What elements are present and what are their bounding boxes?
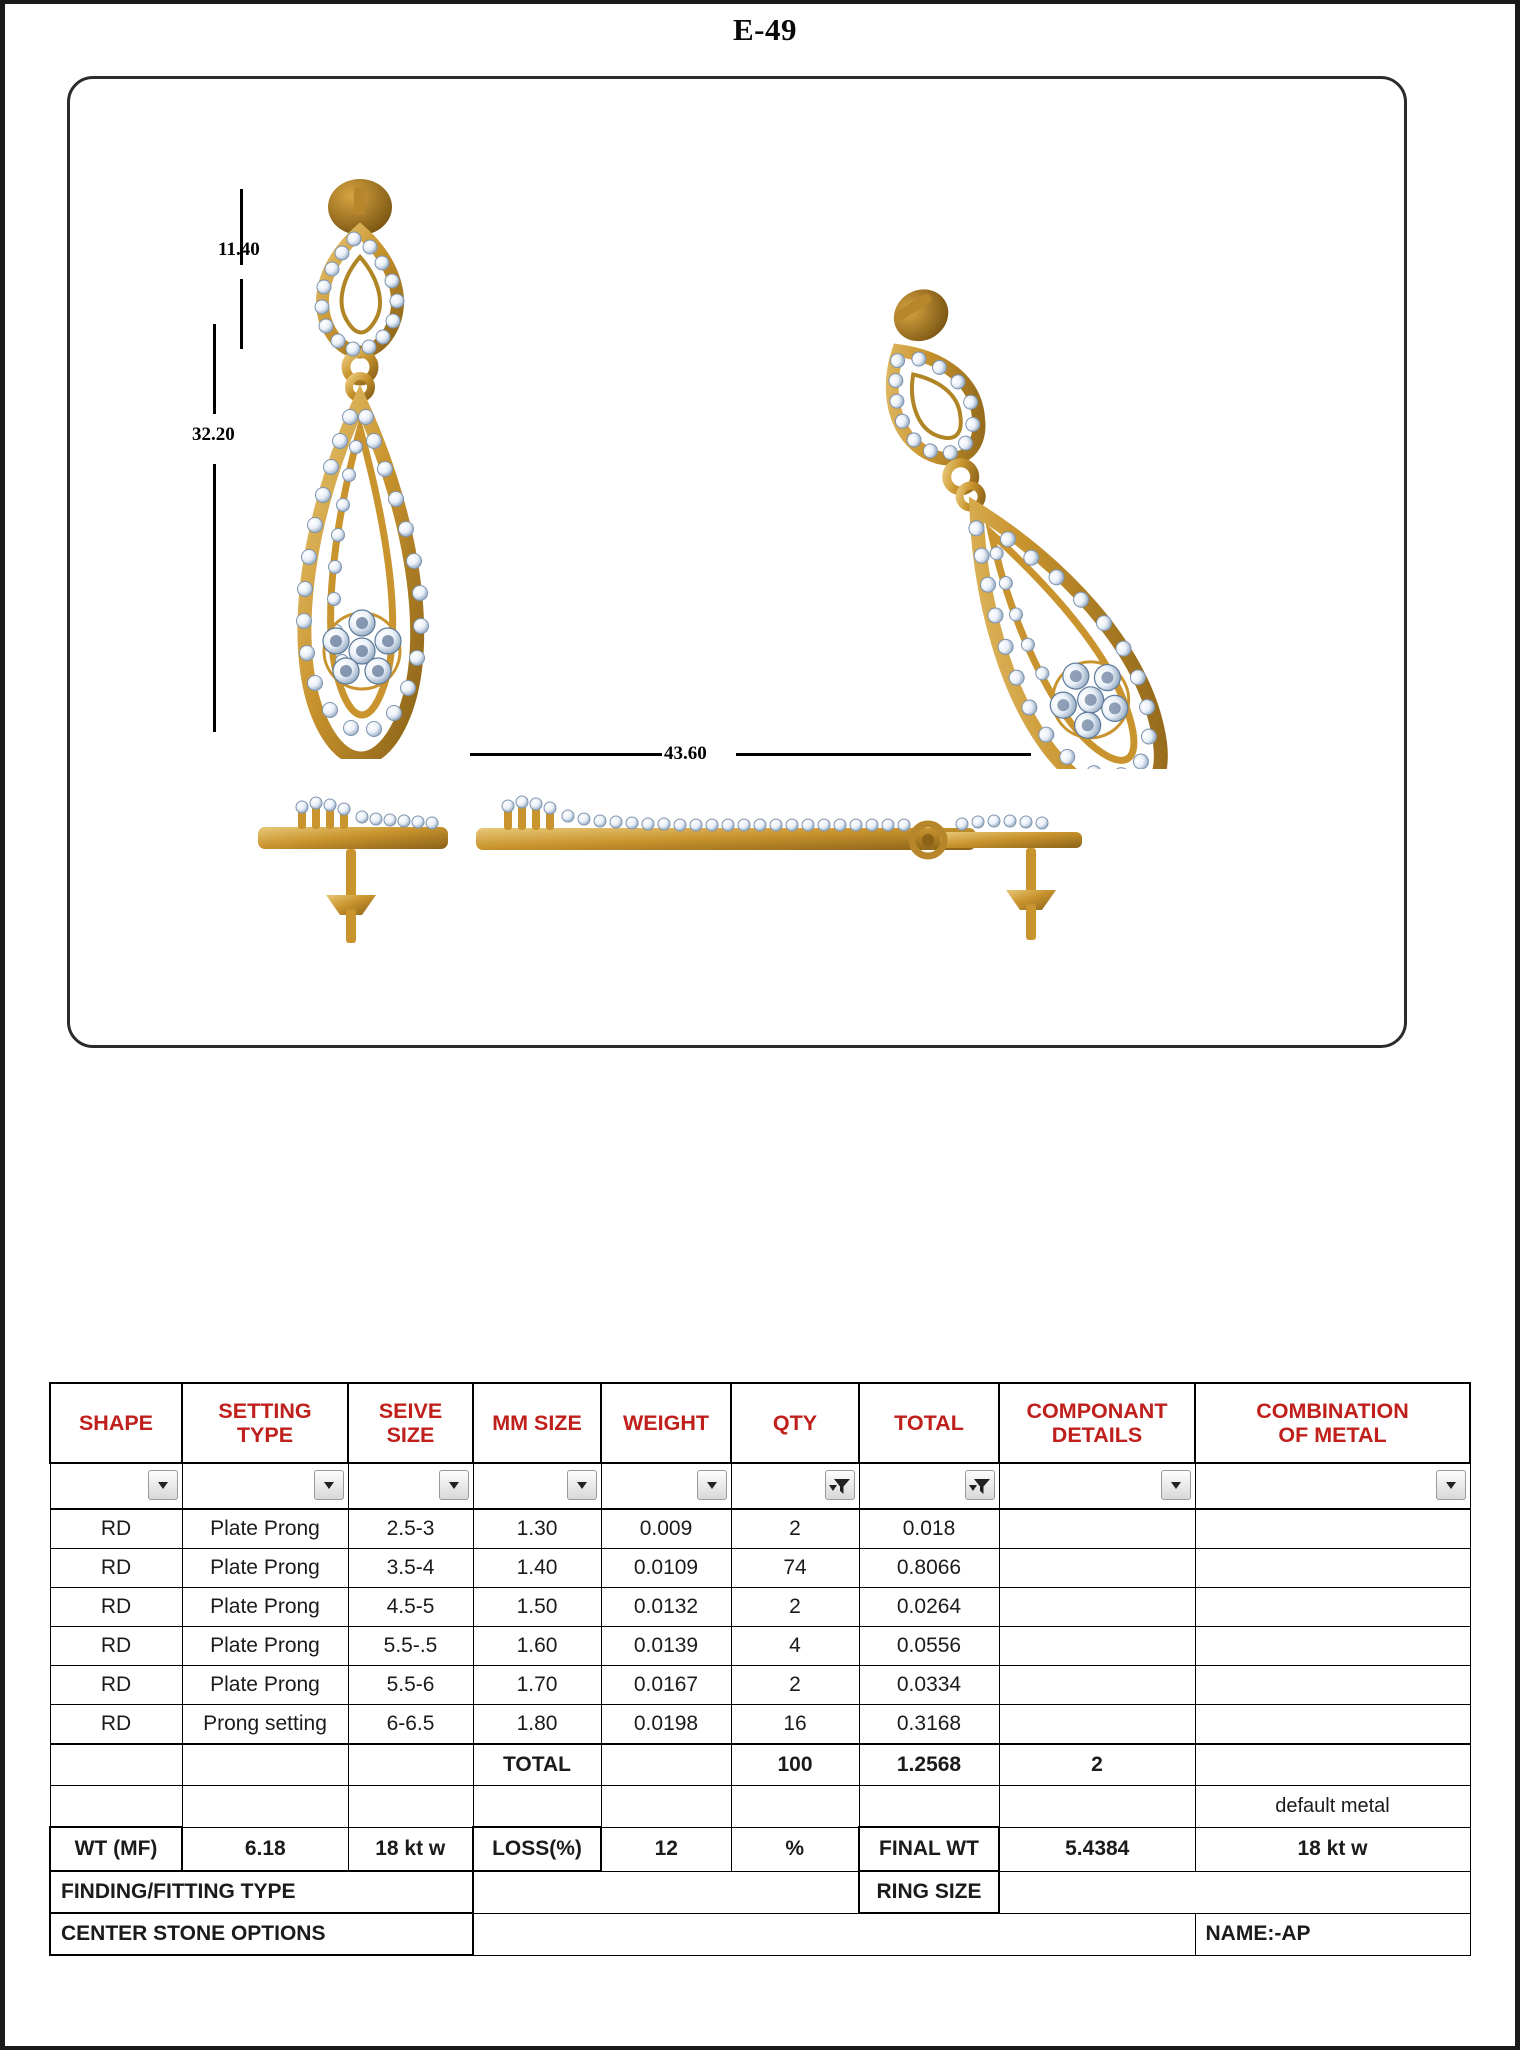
filter-funnel-icon[interactable] <box>965 1470 995 1500</box>
dim-line-32-20-lower <box>213 464 216 732</box>
filter-cell-qty[interactable] <box>731 1463 859 1509</box>
cell-mm-size: 1.40 <box>473 1549 601 1588</box>
cell-total: 0.018 <box>859 1509 999 1549</box>
cell-combination-of-metal <box>1195 1627 1470 1666</box>
cell-setting-type: Plate Prong <box>182 1588 348 1627</box>
table-row <box>50 1666 1470 1705</box>
cell-combination-of-metal <box>1195 1549 1470 1588</box>
loss-percent-value: 12 <box>601 1827 731 1871</box>
filter-cell-total[interactable] <box>859 1463 999 1509</box>
cell-shape: RD <box>50 1705 182 1745</box>
col-header-weight <box>601 1383 731 1463</box>
cell-combination-of-metal <box>1195 1666 1470 1705</box>
filter-cell-componant-details[interactable] <box>999 1463 1195 1509</box>
cell-componant-details <box>999 1666 1195 1705</box>
cell-setting-type: Plate Prong <box>182 1509 348 1549</box>
col-header-componant-details <box>999 1383 1195 1463</box>
cell-componant-details <box>999 1588 1195 1627</box>
cell-qty: 16 <box>731 1705 859 1745</box>
filter-cell-shape[interactable] <box>50 1463 182 1509</box>
cell-seive-size: 6-6.5 <box>348 1705 473 1745</box>
cell-seive-size: 5.5-6 <box>348 1666 473 1705</box>
filter-funnel-icon[interactable] <box>825 1470 855 1500</box>
dropdown-arrow-icon[interactable] <box>148 1470 178 1500</box>
total-empty-5 <box>1195 1744 1470 1786</box>
col-header-setting-type <box>182 1383 348 1463</box>
top-view-long <box>470 784 1090 974</box>
dim-line-43-60-left <box>470 753 662 756</box>
dropdown-arrow-icon[interactable] <box>567 1470 597 1500</box>
table-row <box>50 1627 1470 1666</box>
dm-empty-6 <box>731 1786 859 1828</box>
cell-weight: 0.009 <box>601 1509 731 1549</box>
cell-shape: RD <box>50 1666 182 1705</box>
cell-weight: 0.0139 <box>601 1627 731 1666</box>
cell-shape: RD <box>50 1549 182 1588</box>
dim-label-32-20: 32.20 <box>192 424 235 445</box>
col-header-total <box>859 1383 999 1463</box>
cell-setting-type: Prong setting <box>182 1705 348 1745</box>
cell-mm-size: 1.50 <box>473 1588 601 1627</box>
col-header-combination-of-metal-l2: OF METAL <box>1278 1423 1387 1447</box>
dim-line-11-40-lower <box>240 279 243 349</box>
final-wt-value: 5.4384 <box>999 1827 1195 1871</box>
design-code-label: E-49 <box>733 12 797 47</box>
col-header-seive-size-l1: SEIVE <box>378 1398 443 1423</box>
finding-fitting-label: FINDING/FITTING TYPE <box>50 1871 473 1913</box>
drawing-panel <box>67 76 1407 1048</box>
cell-total: 0.8066 <box>859 1549 999 1588</box>
col-header-shape <box>50 1383 182 1463</box>
dropdown-arrow-icon[interactable] <box>439 1470 469 1500</box>
final-karat: 18 kt w <box>1195 1827 1470 1871</box>
cell-setting-type: Plate Prong <box>182 1627 348 1666</box>
cell-total: 0.3168 <box>859 1705 999 1745</box>
cell-seive-size: 4.5-5 <box>348 1588 473 1627</box>
total-empty-4 <box>601 1744 731 1786</box>
dm-empty-3 <box>348 1786 473 1828</box>
dm-empty-4 <box>473 1786 601 1828</box>
cell-weight: 0.0198 <box>601 1705 731 1745</box>
cell-combination-of-metal <box>1195 1705 1470 1745</box>
dim-label-43-60: 43.60 <box>664 743 707 764</box>
col-header-qty-l1: QTY <box>772 1410 818 1435</box>
cell-componant-details <box>999 1627 1195 1666</box>
front-view-earring <box>250 179 470 759</box>
col-header-componant-details-l1: COMPONANT <box>1026 1398 1168 1423</box>
total-empty-3 <box>348 1744 473 1786</box>
col-header-weight-l1: WEIGHT <box>623 1410 709 1435</box>
filter-cell-seive-size[interactable] <box>348 1463 473 1509</box>
specification-table <box>49 1382 1471 1956</box>
center-stone-label: CENTER STONE OPTIONS <box>50 1913 473 1955</box>
wt-mf-value: 6.18 <box>182 1827 348 1871</box>
cell-setting-type: Plate Prong <box>182 1666 348 1705</box>
dim-line-32-20-upper <box>213 324 216 414</box>
col-header-shape-l1: SHAPE <box>78 1410 154 1435</box>
cell-mm-size: 1.70 <box>473 1666 601 1705</box>
col-header-setting-type-l1: SETTING <box>218 1398 312 1423</box>
wt-mf-label: WT (MF) <box>50 1827 182 1871</box>
cell-seive-size: 2.5-3 <box>348 1509 473 1549</box>
table-total-row <box>50 1744 1470 1786</box>
specification-table-container <box>49 1382 1469 1956</box>
cell-weight: 0.0167 <box>601 1666 731 1705</box>
col-header-combination-of-metal-l1: COMBINATION <box>1256 1398 1409 1423</box>
table-row <box>50 1549 1470 1588</box>
col-header-total-l1: TOTAL <box>894 1410 964 1435</box>
cell-componant-details <box>999 1549 1195 1588</box>
filter-cell-combination-of-metal[interactable] <box>1195 1463 1470 1509</box>
dropdown-arrow-icon[interactable] <box>697 1470 727 1500</box>
cell-total: 0.0264 <box>859 1588 999 1627</box>
default-metal-label: default metal <box>1195 1786 1470 1828</box>
total-empty-2 <box>182 1744 348 1786</box>
table-header-row <box>50 1383 1470 1463</box>
dropdown-arrow-icon[interactable] <box>1161 1470 1191 1500</box>
dm-empty-1 <box>50 1786 182 1828</box>
angled-view-earring <box>770 269 1190 769</box>
table-row <box>50 1588 1470 1627</box>
center-stone-value[interactable] <box>473 1913 1195 1955</box>
col-header-combination-of-metal <box>1195 1383 1470 1463</box>
cell-qty: 2 <box>731 1588 859 1627</box>
designer-name-label: NAME:-AP <box>1195 1913 1470 1955</box>
col-header-setting-type-l2: TYPE <box>236 1423 294 1447</box>
cell-qty: 2 <box>731 1666 859 1705</box>
loss-percent-label: LOSS(%) <box>473 1827 601 1871</box>
cell-weight: 0.0109 <box>601 1549 731 1588</box>
dm-empty-7 <box>859 1786 999 1828</box>
total-weight: 1.2568 <box>859 1744 999 1786</box>
cell-shape: RD <box>50 1627 182 1666</box>
ring-size-value[interactable] <box>999 1871 1470 1913</box>
cell-combination-of-metal <box>1195 1588 1470 1627</box>
cell-qty: 4 <box>731 1627 859 1666</box>
col-header-seive-size-l2: SIZE <box>386 1423 435 1447</box>
cell-weight: 0.0132 <box>601 1588 731 1627</box>
cell-componant-details <box>999 1509 1195 1549</box>
col-header-componant-details-l2: DETAILS <box>1051 1423 1143 1447</box>
cell-setting-type: Plate Prong <box>182 1549 348 1588</box>
cell-qty: 74 <box>731 1549 859 1588</box>
col-header-mm-size <box>473 1383 601 1463</box>
finding-fitting-value[interactable] <box>473 1871 859 1913</box>
filter-cell-weight[interactable] <box>601 1463 731 1509</box>
cell-total: 0.0556 <box>859 1627 999 1666</box>
total-empty-1 <box>50 1744 182 1786</box>
weight-summary-row <box>50 1827 1470 1871</box>
default-metal-row <box>50 1786 1470 1828</box>
finding-fitting-row <box>50 1871 1470 1913</box>
final-wt-label: FINAL WT <box>859 1827 999 1871</box>
ring-size-label: RING SIZE <box>859 1871 999 1913</box>
table-row <box>50 1705 1470 1745</box>
filter-cell-mm-size[interactable] <box>473 1463 601 1509</box>
dropdown-arrow-icon[interactable] <box>1436 1470 1466 1500</box>
cell-mm-size: 1.80 <box>473 1705 601 1745</box>
table-row <box>50 1509 1470 1549</box>
autofilter-row <box>50 1463 1470 1509</box>
dm-empty-8 <box>999 1786 1195 1828</box>
filter-cell-setting-type[interactable] <box>182 1463 348 1509</box>
total-label: TOTAL <box>473 1744 601 1786</box>
page-title <box>5 12 1520 48</box>
cell-combination-of-metal <box>1195 1509 1470 1549</box>
cell-shape: RD <box>50 1509 182 1549</box>
total-componant-details: 2 <box>999 1744 1195 1786</box>
cell-qty: 2 <box>731 1509 859 1549</box>
percent-symbol: % <box>731 1827 859 1871</box>
total-qty: 100 <box>731 1744 859 1786</box>
col-header-seive-size <box>348 1383 473 1463</box>
col-header-qty <box>731 1383 859 1463</box>
cell-seive-size: 3.5-4 <box>348 1549 473 1588</box>
dropdown-arrow-icon[interactable] <box>314 1470 344 1500</box>
dim-label-11-40: 11.40 <box>218 239 260 260</box>
col-header-mm-size-l1: MM SIZE <box>492 1410 582 1435</box>
wt-karat: 18 kt w <box>348 1827 473 1871</box>
cell-total: 0.0334 <box>859 1666 999 1705</box>
dm-empty-2 <box>182 1786 348 1828</box>
center-stone-row <box>50 1913 1470 1955</box>
side-view-small <box>250 789 470 969</box>
cell-componant-details <box>999 1705 1195 1745</box>
cell-seive-size: 5.5-.5 <box>348 1627 473 1666</box>
dm-empty-5 <box>601 1786 731 1828</box>
cell-mm-size: 1.30 <box>473 1509 601 1549</box>
cell-mm-size: 1.60 <box>473 1627 601 1666</box>
cell-shape: RD <box>50 1588 182 1627</box>
